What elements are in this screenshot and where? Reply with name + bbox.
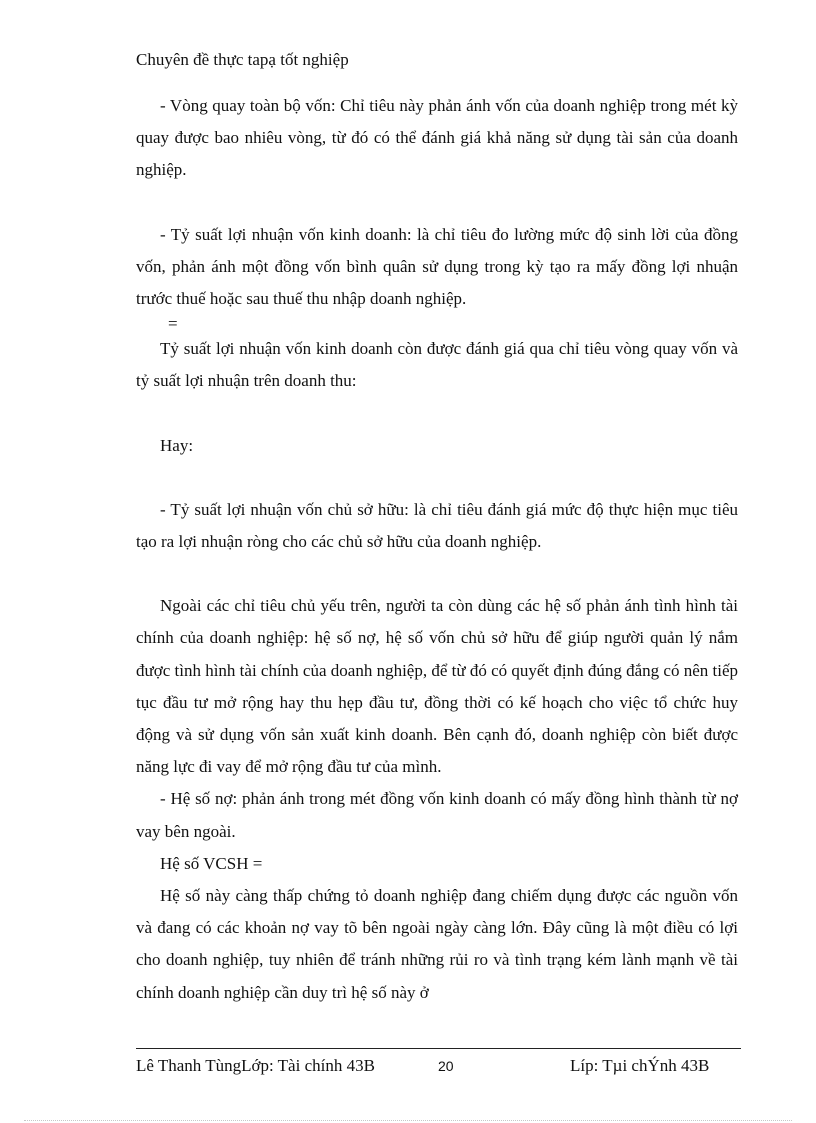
- paragraph-return-on-equity: - Tỷ suất lợi nhuận vốn chủ sở hữu: là chỉ tiêu đánh giá mức độ thực hiện mục tiêu tạo ra lợi nhuận ròng cho các chủ sở hữu của doanh nghiệp.: [136, 499, 738, 552]
- footer-class: Líp: Tµi chÝnh 43B: [570, 1056, 710, 1075]
- page-header: Chuyên đề thực tapạ tốt nghiệp: [136, 50, 349, 69]
- formula-equals: =: [168, 314, 178, 334]
- spacer: [136, 558, 738, 590]
- paragraph-asset-turnover: - Vòng quay toàn bộ vốn: Chỉ tiêu này phản ánh vốn của doanh nghiệp trong mét kỳ quay được bao nhiêu vòng, từ đó có thể đánh giá khả năng sử dụng tài sản của doanh nghiệp.: [136, 96, 738, 180]
- paragraph-financial-ratios: Ngoài các chỉ tiêu chủ yếu trên, người ta còn dùng các hệ số phản ánh tình hình tài chính của doanh nghiệp: hệ số nợ, hệ số vốn chủ sở hữu để giúp người quản lý nắm được tình hình tài chính của doanh nghiệp, để từ đó có quyết định đúng đắng có nên tiếp tục đầu tư mở rộng hay thu hẹp đầu tư, đồng thời có kế hoạch cho việc tổ chức huy động và sử dụng vốn sản xuất kinh doanh. Bên cạnh đó, doanh nghiệp còn biết được năng lực đi vay để mở rộng đầu tư của mình.: [136, 596, 738, 777]
- page-bottom-border: [24, 1120, 792, 1121]
- page-number: 20: [438, 1058, 454, 1074]
- paragraph-capital-evaluation: Tỷ suất lợi nhuận vốn kinh doanh còn được đánh giá qua chỉ tiêu vòng quay vốn và tỷ suất lợi nhuận trên doanh thu:: [136, 339, 738, 391]
- spacer: [136, 462, 738, 494]
- paragraph-debt-ratio: - Hệ số nợ: phản ánh trong mét đồng vốn kinh doanh có mấy đồng hình thành từ nợ vay bên ngoài.: [136, 789, 738, 841]
- paragraph-hay: Hay:: [160, 435, 194, 455]
- spacer: [136, 187, 738, 219]
- body-text: [136, 90, 738, 1009]
- footer-divider: [136, 1048, 741, 1049]
- paragraph-return-on-capital: - Tỷ suất lợi nhuận vốn kinh doanh: là chỉ tiêu đo lường mức độ sinh lời của đồng vốn, phản ánh một đồng vốn bình quân sử dụng trong kỳ tạo ra mấy đồng lợi nhuận trước thuế hoặc sau thuế thu nhập doanh nghiệp.: [136, 224, 738, 309]
- spacer: [136, 398, 738, 430]
- formula-equity-ratio: Hệ số VCSH =: [160, 853, 263, 873]
- footer-author: Lê Thanh TùngLớp: Tài chính 43B: [136, 1056, 375, 1075]
- paragraph-ratio-interpretation: Hệ số này càng thấp chứng tỏ doanh nghiệp đang chiếm dụng được các nguồn vốn và đang có các khoản nợ vay tõ bên ngoài ngày càng lớn. Đây cũng là một điều có lợi cho doanh nghiệp, tuy nhiên để tránh những rủi ro và tình trạng kém lành mạnh về tài chính doanh nghiệp cần duy trì hệ số này ở: [136, 886, 738, 1002]
